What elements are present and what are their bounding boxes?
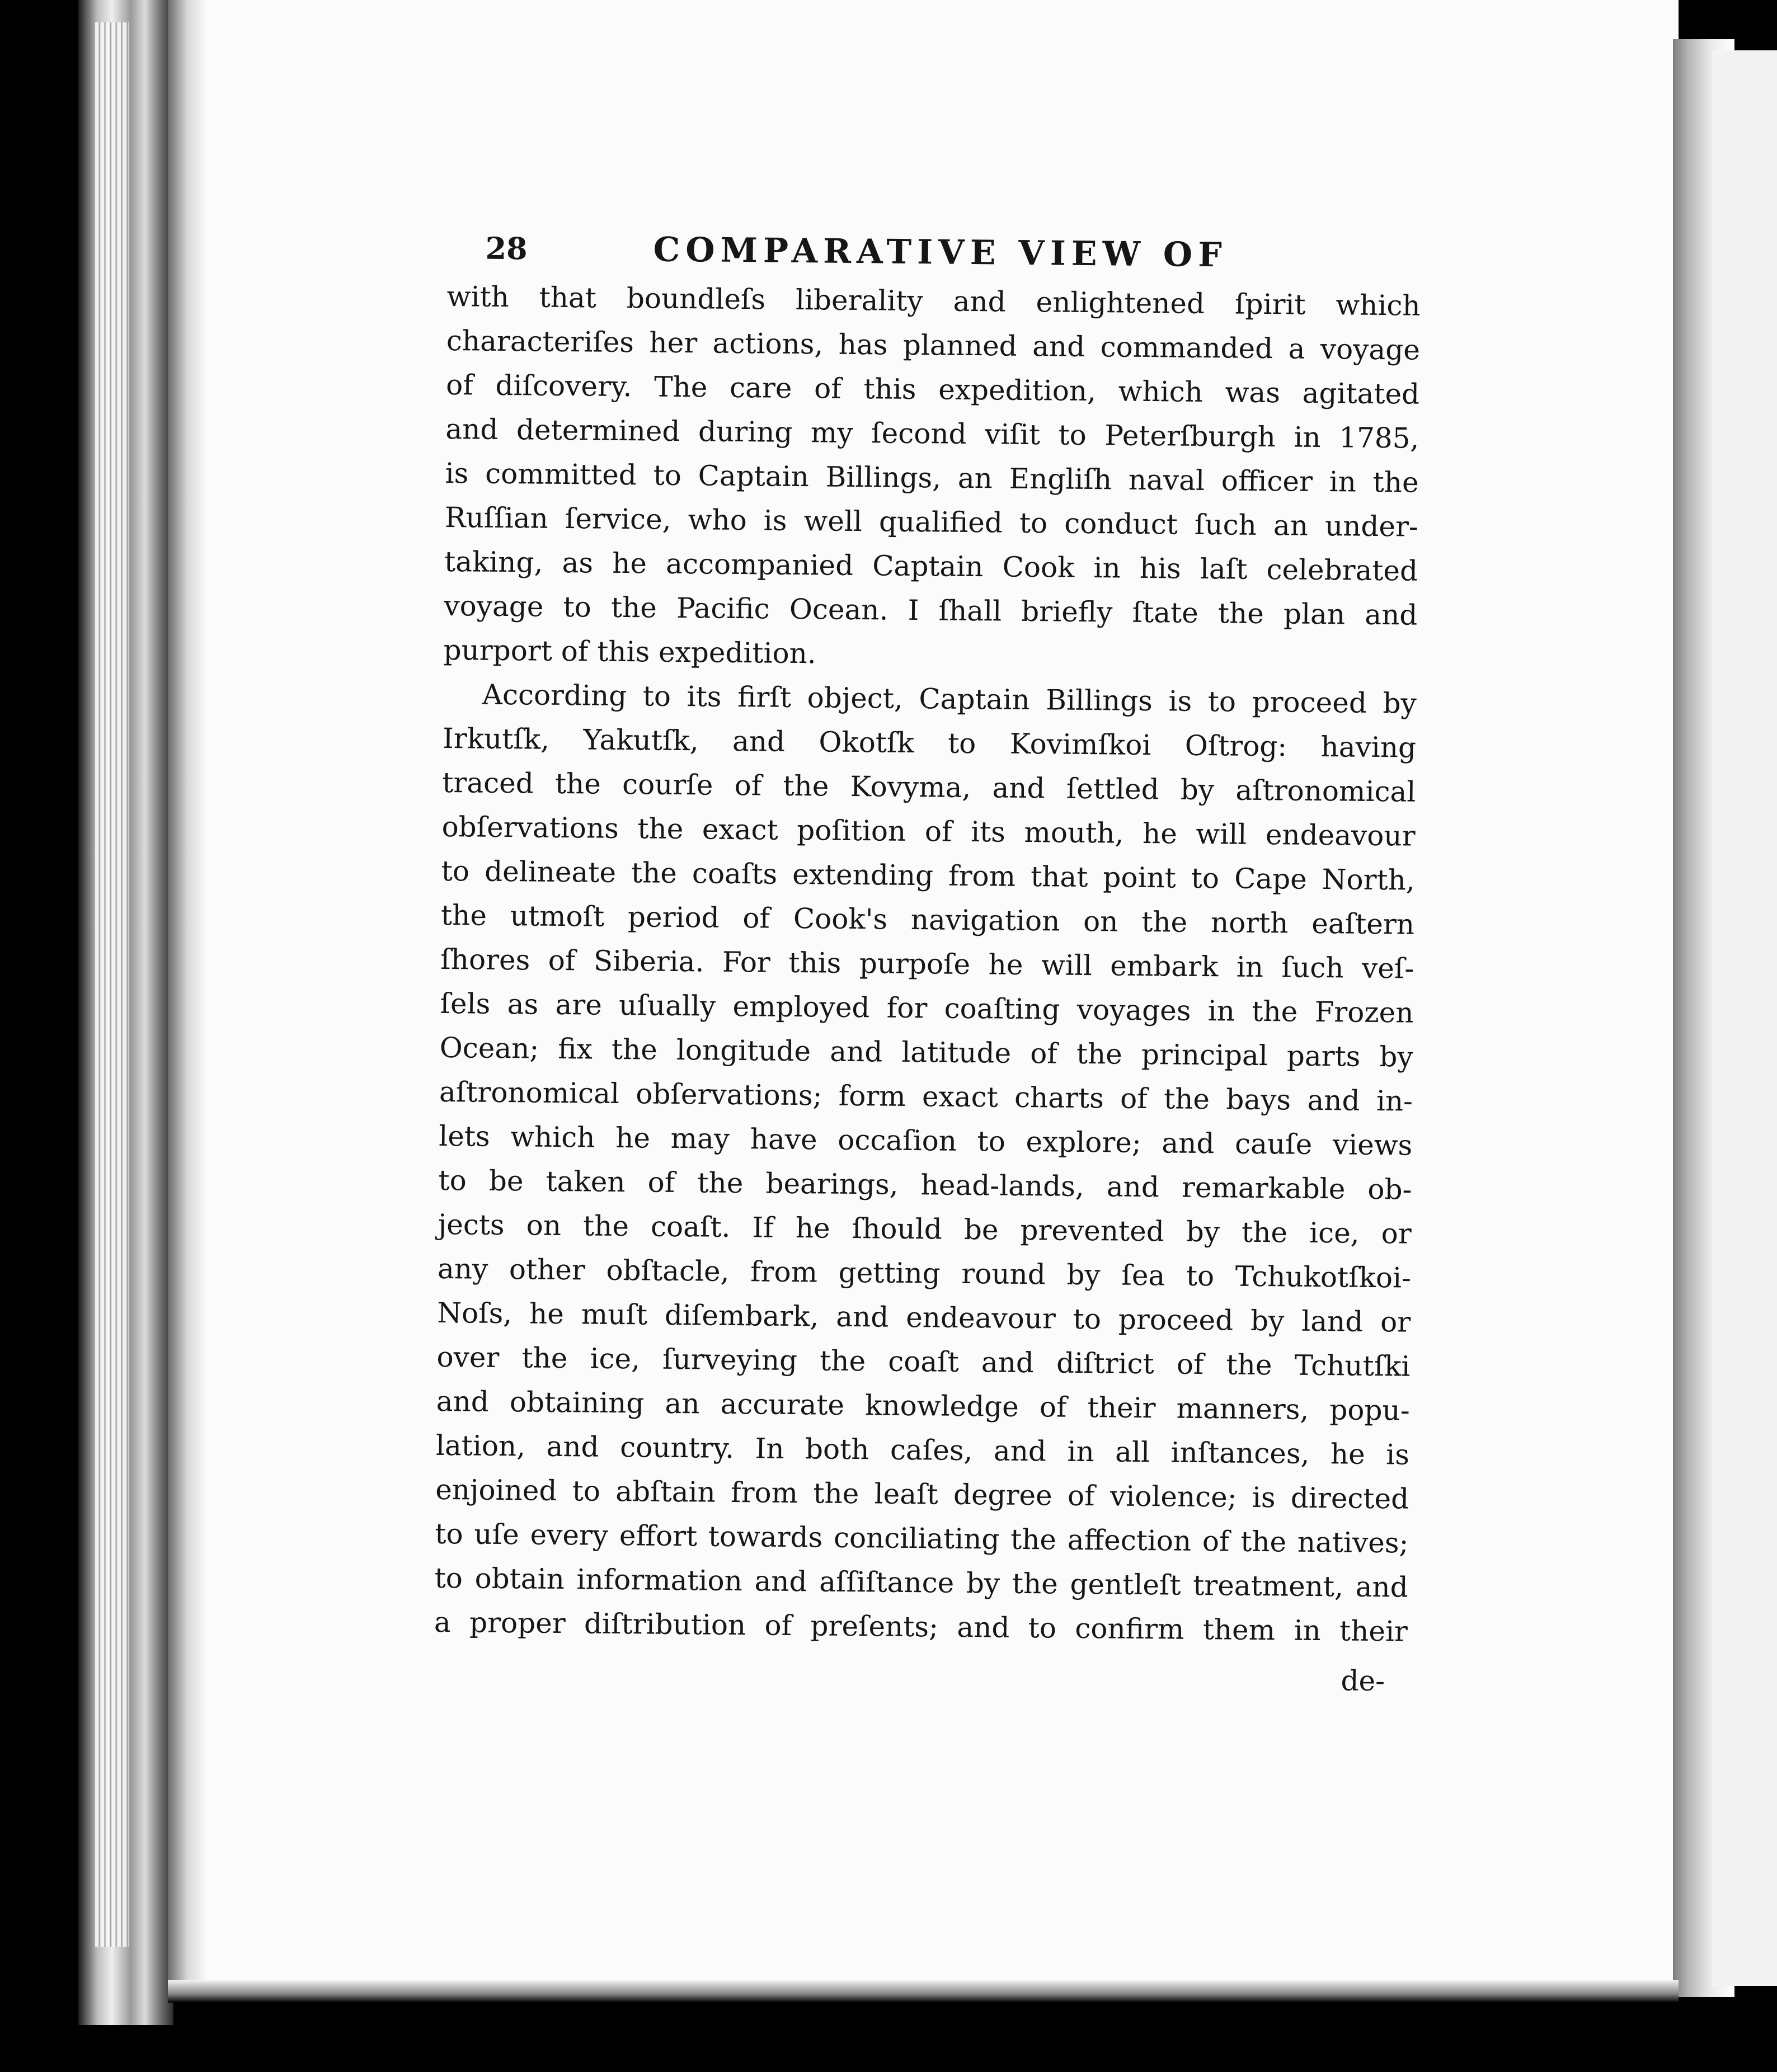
text-line: lation, and country. In both caſes, and in all inſtances, he is <box>435 1429 1410 1471</box>
text-line: aſtronomical obſervations; form exact charts of the bays and in- <box>439 1075 1413 1118</box>
printed-text-block <box>434 221 1421 1704</box>
text-line: taking, as he accompanied Captain Cook in his laſt celebrated <box>444 545 1418 587</box>
text-line: characteriſes her actions, has planned and commanded a voyage <box>446 324 1421 366</box>
text-line: and determined during my ſecond viſit to Peterſburgh in 1785, <box>445 412 1419 455</box>
text-line: lets which he may have occaſion to explore; and cauſe views <box>439 1119 1413 1162</box>
text-line: purport of this expedition. <box>443 633 817 670</box>
text-line: ſels as are uſually employed for coaſting voyages in the Frozen <box>440 987 1414 1029</box>
text-line: Ocean; fix the longitude and latitude of the principal parts by <box>439 1031 1414 1073</box>
paragraph-1 <box>443 275 1421 682</box>
text-line: According to its firſt object, Captain Billings is to proceed by <box>482 678 1417 720</box>
text-line: obſervations the exact poſition of its mouth, he will endeavour <box>441 810 1416 853</box>
text-line: any other obſtacle, from getting round by ſea to Tchukotſkoi- <box>437 1252 1412 1294</box>
text-line: voyage to the Pacific Ocean. I ſhall briefly ſtate the plan and <box>444 589 1418 632</box>
text-line: Ruſſian ſervice, who is well qualified to conduct ſuch an under- <box>444 501 1419 543</box>
running-head <box>447 221 1421 284</box>
text-line: to be taken of the bearings, head-lands, and remarkable ob- <box>438 1164 1412 1206</box>
text-line: jects on the coaſt. If he ſhould be prevented by the ice, or <box>438 1208 1412 1250</box>
catchword: de- <box>1341 1664 1385 1698</box>
running-head-title: COMPARATIVE VIEW OF <box>653 230 1228 275</box>
text-line: and obtaining an accurate knowledge of their manners, popu- <box>436 1385 1410 1427</box>
facing-page-margin <box>1712 50 1777 1986</box>
text-line: enjoined to abſtain from the leaſt degree of violence; is directed <box>435 1473 1409 1515</box>
text-line: the utmoſt period of Cook's navigation on the north eaſtern <box>440 898 1415 941</box>
text-line: of diſcovery. The care of this expedition, which was agitated <box>445 368 1420 411</box>
text-line: is committed to Captain Billings, an Engliſh naval officer in the <box>445 456 1419 499</box>
text-line: to obtain information and aſſiſtance by the gentleſt treatment, and <box>434 1561 1408 1604</box>
text-line: ſhores of Siberia. For this purpoſe he will embark in ſuch veſ- <box>440 943 1414 985</box>
text-line: over the ice, ſurveying the coaſt and diſtrict of the Tchutſki <box>436 1340 1411 1383</box>
page-number: 28 <box>485 230 528 267</box>
text-line: a proper diſtribution of preſents; and to confirm them in their <box>434 1605 1408 1648</box>
text-line: with that boundleſs liberality and enlightened ſpirit which <box>446 280 1421 322</box>
page-edges-left <box>95 22 129 1947</box>
text-line: traced the courſe of the Kovyma, and ſettled by aſtronomical <box>442 766 1416 808</box>
body-text <box>434 275 1421 1654</box>
text-line: to delineate the coaſts extending from that point to Cape North, <box>441 854 1416 897</box>
paragraph-2 <box>434 672 1417 1654</box>
gutter-shadow <box>168 0 207 1991</box>
text-line: Irkutſk, Yakutſk, and Okotſk to Kovimſkoi Oſtrog: having <box>442 722 1417 764</box>
text-line: to uſe every effort towards conciliating the affection of the natives; <box>435 1517 1409 1560</box>
text-line: Noſs, he muſt diſembark, and endeavour to proceed by land or <box>436 1296 1411 1339</box>
page-bottom-edge <box>168 1980 1679 2003</box>
